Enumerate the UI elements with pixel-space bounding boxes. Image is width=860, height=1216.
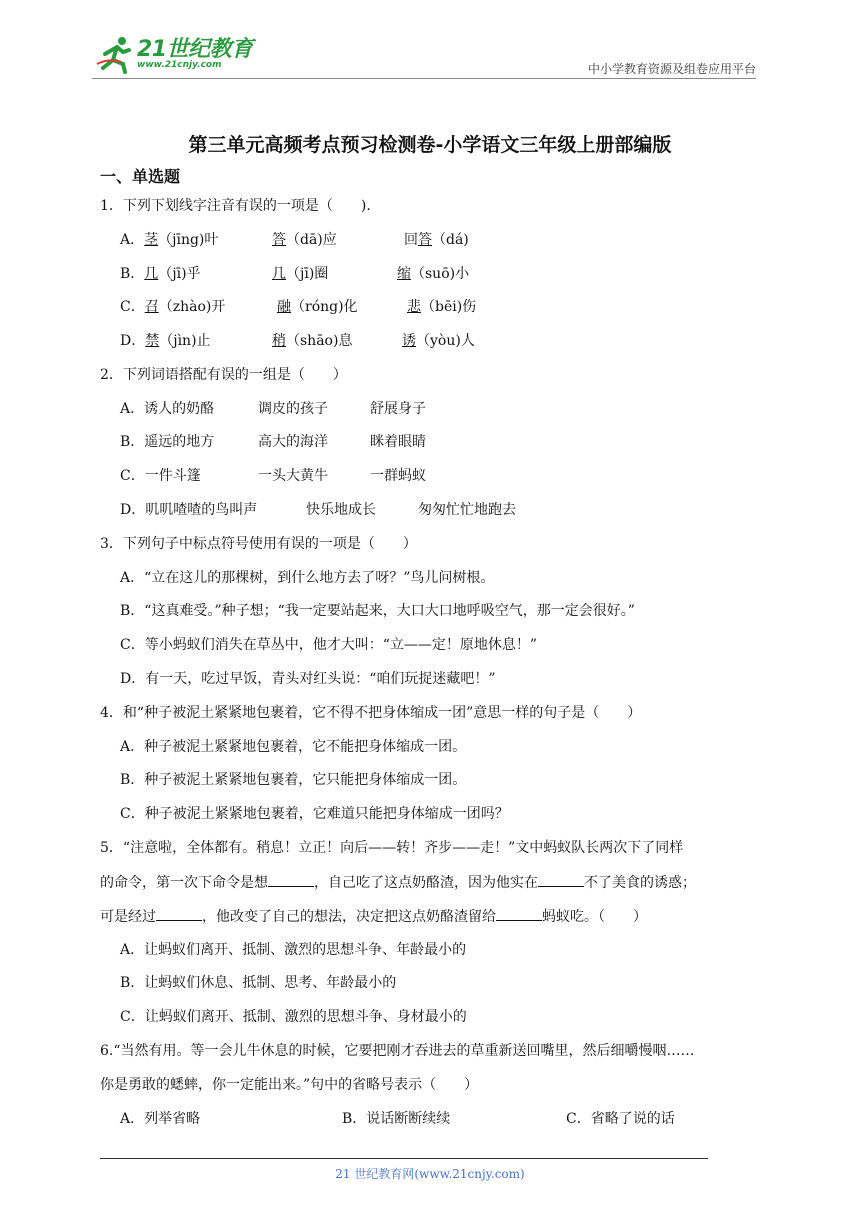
footer-divider: [100, 1158, 708, 1159]
q3-option-a[interactable]: A．“立在这儿的那棵树，到什么地方去了呀？”鸟儿问树根。: [120, 570, 495, 586]
q2-option-d-item-2: 快乐地成长: [306, 502, 376, 518]
q5-option-b[interactable]: B．让蚂蚁们休息、抵制、思考、年龄最小的: [120, 975, 397, 991]
q1-option-b-item-2: 几（jī)圈: [272, 266, 329, 282]
page-title: 第三单元高频考点预习检测卷-小学语文三年级上册部编版: [188, 134, 672, 156]
question-4-stem: 4．和“种子被泥土紧紧地包裹着，它不得不把身体缩成一团”意思一样的句子是（ ）: [100, 705, 642, 721]
q2-option-b-item-2: 高大的海洋: [258, 434, 328, 450]
q2-option-d-item-3: 匆匆忙忙地跑去: [418, 502, 516, 518]
q2-option-b-item-3: 眯着眼睛: [370, 434, 426, 450]
section-heading: 一、单选题: [100, 167, 181, 186]
q4-option-c[interactable]: C．种子被泥土紧紧地包裹着，它难道只能把身体缩成一团吗？: [120, 806, 509, 822]
answer-blank[interactable]: [268, 872, 314, 887]
q1-option-c[interactable]: C．召（zhào)开: [120, 299, 226, 315]
question-5-line-2: 的命令，第一次下命令是想 ，自己吃了这点奶酪渣，因为他实在 不了美食的诱惑；: [100, 872, 696, 893]
site-logo[interactable]: [95, 34, 253, 74]
q2-option-a-item-2: 调皮的孩子: [258, 401, 328, 417]
q5-option-c[interactable]: C．让蚂蚁们离开、抵制、激烈的思想斗争、身材最小的: [120, 1009, 467, 1025]
question-5-line-3: 可是经过 ，他改变了自己的想法，决定把这点奶酪渣留给 蚂蚁吃。（ ）: [100, 906, 647, 927]
q1-option-c-item-2: 融（róng)化: [277, 299, 358, 315]
q1-option-b[interactable]: B．几（jī)乎: [120, 266, 201, 282]
q1-option-d-item-3: 诱（yòu)人: [402, 333, 475, 349]
q6-option-a[interactable]: A．列举省略: [120, 1111, 201, 1127]
header-divider: [92, 78, 756, 79]
answer-blank[interactable]: [156, 906, 202, 921]
question-2-stem: 2．下列词语搭配有误的一组是（ ）: [100, 367, 347, 383]
q2-option-d[interactable]: D．叽叽喳喳的鸟叫声: [120, 502, 258, 518]
q2-option-a-item-3: 舒展身子: [370, 401, 426, 417]
q1-option-a[interactable]: A．茎（jīng)叶: [120, 232, 219, 248]
q2-option-c[interactable]: C．一件斗篷: [120, 468, 201, 484]
q2-option-c-item-2: 一头大黄牛: [258, 468, 328, 484]
q2-option-c-item-3: 一群蚂蚁: [370, 468, 426, 484]
platform-name: 中小学教育资源及组卷应用平台: [587, 62, 756, 76]
page-header: [95, 30, 756, 80]
q1-option-a-item-3: 回答（dá): [404, 232, 469, 248]
q6-option-c[interactable]: C．省略了说的话: [566, 1111, 675, 1127]
footer-text[interactable]: 21 世纪教育网(www.21cnjy.com): [335, 1167, 525, 1181]
q1-option-d[interactable]: D．禁（jìn)止: [120, 333, 211, 349]
answer-blank[interactable]: [538, 872, 584, 887]
q3-option-d[interactable]: D．有一天，吃过早饭，青头对红头说：“咱们玩捉迷藏吧！”: [120, 671, 496, 687]
q1-option-a-item-2: 答（dā)应: [272, 232, 337, 248]
question-3-stem: 3．下列句子中标点符号使用有误的一项是（ ）: [100, 536, 417, 552]
q2-option-b[interactable]: B．遥远的地方: [120, 434, 215, 450]
q2-option-a[interactable]: A．诱人的奶酪: [120, 401, 215, 417]
q6-option-b[interactable]: B．说话断断续续: [342, 1111, 451, 1127]
q3-option-b[interactable]: B．“这真难受。”种子想；“我一定要站起来，大口大口地呼吸空气，那一定会很好。”: [120, 603, 635, 619]
logo-text: 21世纪教育: [137, 36, 253, 62]
question-5-line-1: 5．“注意啦，全体都有。稍息！立正！向后——转！齐步——走！”文中蚂蚁队长两次下了同样: [100, 840, 684, 856]
q1-option-c-item-3: 悲（bēi)伤: [407, 299, 477, 315]
question-6-line-1: 6.“当然有用。等一会儿牛休息的时候，它要把刚才吞进去的草重新送回嘴里，然后细嚼慢咽……: [100, 1043, 695, 1059]
running-person-icon: [95, 34, 135, 74]
question-6-line-2: 你是勇敢的蟋蟀，你一定能出来。”句中的省略号表示（ ）: [100, 1077, 479, 1093]
q5-option-a[interactable]: A．让蚂蚁们离开、抵制、激烈的思想斗争、年龄最小的: [120, 942, 467, 958]
q4-option-a[interactable]: A．种子被泥土紧紧地包裹着，它不能把身体缩成一团。: [120, 739, 467, 755]
answer-blank[interactable]: [496, 906, 542, 921]
q1-option-b-item-3: 缩（suō)小: [397, 266, 470, 282]
q4-option-b[interactable]: B．种子被泥土紧紧地包裹着，它只能把身体缩成一团。: [120, 772, 467, 788]
logo-url: www.21cnjy.com: [137, 59, 222, 70]
question-1-stem: 1．下列下划线字注音有误的一项是（ ).: [100, 198, 371, 214]
q3-option-c[interactable]: C．等小蚂蚁们消失在草丛中，他才大叫：“立——定！原地休息！”: [120, 637, 538, 653]
q1-option-d-item-2: 稍（shāo)息: [272, 333, 353, 349]
